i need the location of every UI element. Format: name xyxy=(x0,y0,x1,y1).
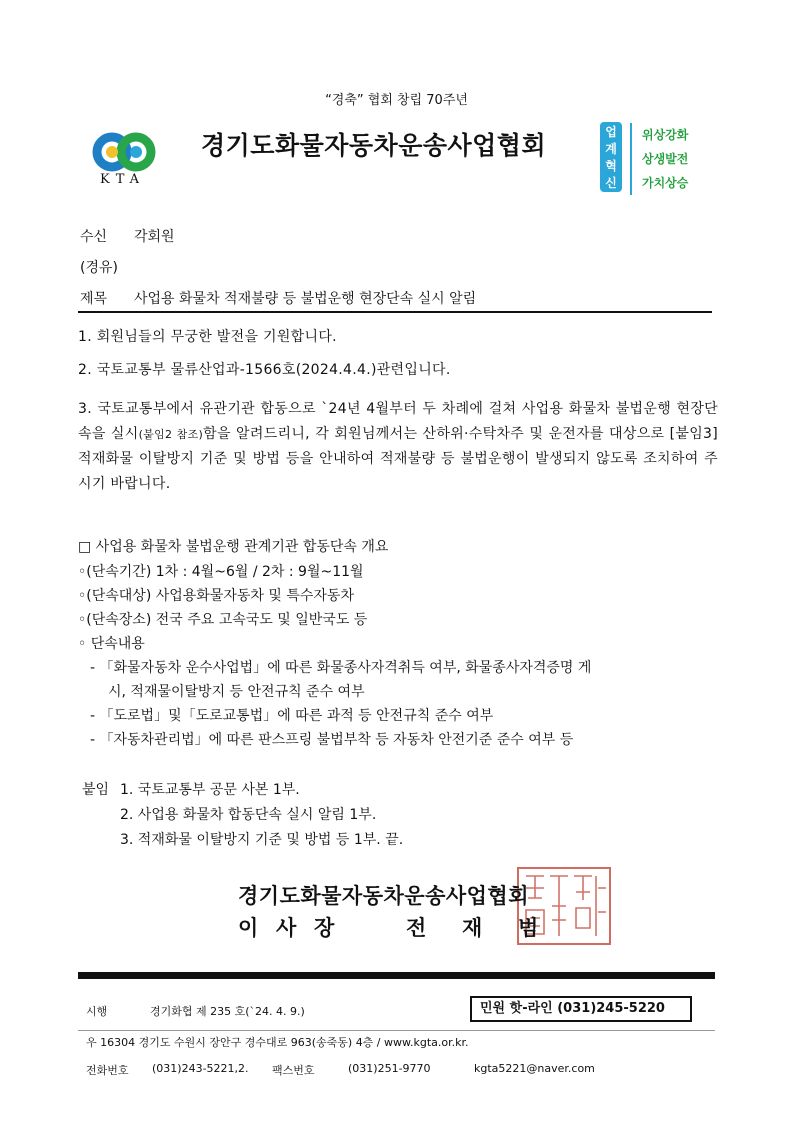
recipient-value: 각회원 xyxy=(134,229,175,245)
slogan-line: 위상강화 xyxy=(642,128,689,142)
logo-text: KTA xyxy=(100,172,146,187)
phone-label: 전화번호 xyxy=(86,1064,129,1077)
subject-value: 사업용 화물차 적재불량 등 불법운행 현장단속 실시 알림 xyxy=(134,291,477,307)
signature-org: 경기도화물자동차운송사업협회 xyxy=(238,884,530,908)
subject-divider xyxy=(78,311,712,313)
slogan-lines xyxy=(630,123,732,195)
attachment-item: 2. 사업용 화물차 합동단속 실시 알림 1부. xyxy=(120,807,377,823)
attachment-item: 3. 적재화물 이탈방지 기준 및 방법 등 1부. 끝. xyxy=(120,832,404,848)
overview-content-title: ◦ 단속내용 xyxy=(78,636,145,652)
signature-char: 이 xyxy=(238,916,259,940)
overview-title: □ 사업용 화물차 불법운행 관계기관 합동단속 개요 xyxy=(78,539,389,555)
slogan-char: 신 xyxy=(605,176,617,190)
overview-period: ◦(단속기간) 1차 : 4월~6월 / 2차 : 9월~11월 xyxy=(78,564,364,580)
hotline-box: 민원 핫-라인 (031)245-5220 xyxy=(470,996,692,1022)
recipient-label: 수신 xyxy=(80,229,108,245)
anniversary-line: “경축” 협회 창립 70주년 xyxy=(325,93,468,108)
paragraph-1: 1. 회원님들의 무궁한 발전을 기원합니다. xyxy=(78,329,337,345)
slogan-line: 상생발전 xyxy=(642,152,689,166)
signature-char: 재 xyxy=(462,916,483,940)
recipient-row xyxy=(80,226,175,246)
slogan-line: 가치상승 xyxy=(642,176,689,190)
signature-char: 사 xyxy=(276,916,297,940)
email: kgta5221@naver.com xyxy=(474,1062,595,1075)
overview-item: - 「도로법」및「도로교통법」에 따른 과적 등 안전규칙 준수 여부 xyxy=(90,708,494,724)
attachments-label: 붙임 xyxy=(82,782,110,798)
fax-label: 팩스번호 xyxy=(272,1064,315,1077)
overview-item: - 「화물자동차 운수사업법」에 따른 화물종사자격취득 여부, 화물종사자격증명 게 xyxy=(90,660,592,676)
paragraph-3 xyxy=(78,397,718,497)
subject-label: 제목 xyxy=(80,291,108,307)
footer-divider xyxy=(78,972,715,979)
via-label: (경유) xyxy=(80,260,118,276)
overview-item: - 「자동차관리법」에 따른 판스프링 불법부착 등 자동차 안전기준 준수 여부 등 xyxy=(90,732,574,748)
overview-item: 시, 적재물이탈방지 등 안전규칙 준수 여부 xyxy=(108,684,365,700)
signature-char: 장 xyxy=(314,916,335,940)
footer-rule xyxy=(78,1030,715,1031)
attachment-item: 1. 국토교통부 공문 사본 1부. xyxy=(120,782,300,798)
paragraph-2: 2. 국토교통부 물류산업과-1566호(2024.4.4.)관련입니다. xyxy=(78,362,451,378)
org-title: 경기도화물자동차운송사업협회 xyxy=(201,131,547,160)
paragraph-3-part-b: 함을 알려드리니, 각 회원님께서는 산하위·수탁차주 및 운전자를 대상으로 [붙임3] 적재화물 이탈방지 기준 및 방법 등을 안내하여 적재불량 등 불법운행이 발생되지 않도록 조치하여 주시기 바랍니다. xyxy=(78,426,719,492)
slogan-char: 계 xyxy=(605,142,617,156)
slogan-char: 업 xyxy=(605,125,617,139)
slogan-char: 혁 xyxy=(605,159,617,173)
signature-title xyxy=(238,912,538,942)
signature-char: 전 xyxy=(406,916,427,940)
paragraph-3-part-a: 3. 국토교통부에서 유관기관 합동으로 `24년 4월부터 두 차례에 걸쳐 사업용 화물차 불법운행 현장단속을 실시 xyxy=(78,401,718,442)
overview-target: ◦(단속대상) 사업용화물자동차 및 특수자동차 xyxy=(78,588,354,604)
fax: (031)251-9770 xyxy=(348,1062,431,1075)
slogan-vertical-badge xyxy=(600,122,622,192)
subject-row xyxy=(80,288,476,308)
doc-label: 시행 xyxy=(86,1005,108,1018)
signature-char: 범 xyxy=(518,916,539,940)
phone: (031)243-5221,2. xyxy=(152,1062,249,1075)
address: 우 16304 경기도 수원시 장안구 경수대로 963(송죽동) 4층 / www.kgta.or.kr. xyxy=(86,1036,469,1049)
paragraph-3-note: (붙임2 참조) xyxy=(138,428,204,441)
doc-number: 경기화협 제 235 호(`24. 4. 9.) xyxy=(150,1005,305,1018)
overview-place: ◦(단속장소) 전국 주요 고속국도 및 일반국도 등 xyxy=(78,612,368,628)
